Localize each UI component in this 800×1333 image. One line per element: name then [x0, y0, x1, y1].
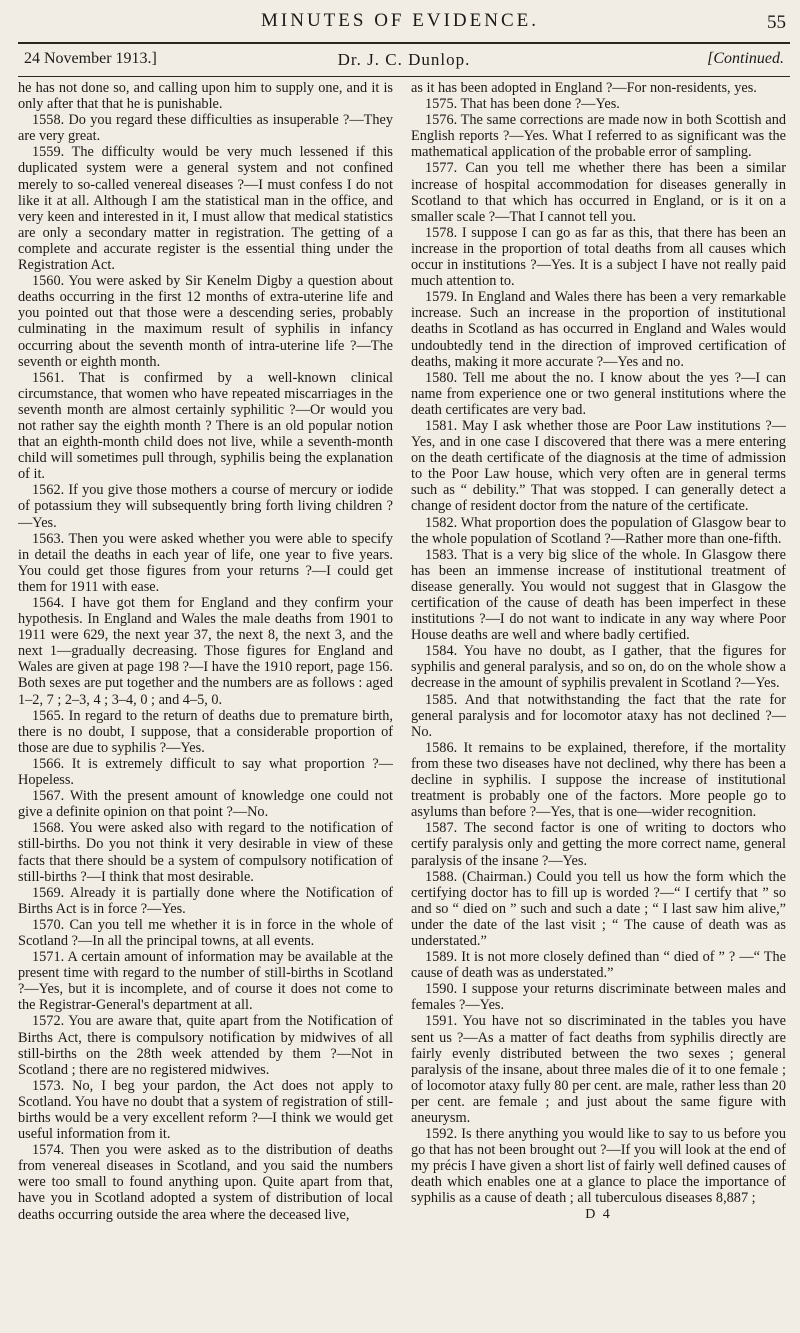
paragraph: 1585. And that notwithstanding the fact that the rate for general paralysis and for locomotor ataxy has not declined ?—No.	[411, 691, 786, 740]
paragraph: 1584. You have no doubt, as I gather, that the figures for syphilis and general paralysis, and so on, do on the whole show a decrease in the amount of syphilis prevalent in Scotland ?—Yes.	[411, 643, 786, 692]
paragraph: 1568. You were asked also with regard to the notification of still-births. Do you not think it very desirable in view of these facts that there should be a system of compulsory notification of still-births ?—I think that most desirable.	[18, 820, 393, 885]
paragraph: 1575. That has been done ?—Yes.	[425, 96, 620, 113]
running-title: MINUTES OF EVIDENCE.	[261, 10, 539, 31]
paragraph: 1579. In England and Wales there has been a very remarkable increase. Such an increase in the proportion of institutional deaths in Scotland as has occurred in England and Wales would undoubtedly tend in the direction of improved certification of deaths, making it more accurate ?—Yes and no.	[411, 289, 786, 370]
paragraph: as it has been adopted in England ?—For non-residents, yes.	[411, 80, 757, 96]
paragraph: 1566. It is extremely difficult to say what proportion ?—Hopeless.	[18, 755, 393, 789]
paragraph: 1590. I suppose your returns discriminate between males and females ?—Yes.	[411, 981, 786, 1014]
top-rule	[18, 42, 790, 44]
paragraph: 1563. Then you were asked whether you were able to specify in detail the deaths in each year of life, one year to five years. You could get those figures from your returns ?—I could get them for 1911 with ease.	[18, 530, 393, 595]
sub-header	[18, 48, 790, 74]
paragraph: he has not done so, and calling upon him to supply one, and it is only after that that he is punishable.	[18, 80, 393, 113]
paragraph: 1592. Is there anything you would like to say to us before you go that has not been brought out ?—If you will look at the end of my précis I have given a short list of fairly well defined causes of death which enables one at a glance to place the importance of syphilis as a cause of death ; all tuberculous diseases 8,887 ;	[411, 1126, 786, 1207]
paragraph: 1571. A certain amount of information may be available at the present time with regard to the number of still-births in Scotland ?—Yes, but it is incomplete, and of course it does not come to the Registrar-General's department at all.	[18, 949, 393, 1014]
paragraph: 1569. Already it is partially done where the Notification of Births Act is in force ?—Yes.	[18, 884, 393, 917]
paragraph: 1582. What proportion does the population of Glasgow bear to the whole population of Scotland ?—Rather more than one-fifth.	[411, 514, 786, 547]
paragraph: 1562. If you give those mothers a course of mercury or iodide of potassium they will subsequently bring forth living children ?—Yes.	[18, 482, 393, 531]
signature-mark: D 4	[585, 1206, 612, 1222]
left-column	[18, 80, 393, 1325]
paragraph: 1587. The second factor is one of writing to doctors who certify paralysis only and getting the more correct name, general paralysis of the insane ?—Yes.	[411, 820, 786, 869]
paragraph: 1564. I have got them for England and they confirm your hypothesis. In England and Wales the male deaths from 1901 to 1911 were 629, the next year 37, the next 8, the next 3, and the next 1—gradually decreasing. Those figures for England and Wales are given at page 198 ?—I have the 1910 report, page 156. Both sexes are put together and the numbers are as follows : aged 1–2, 7 ; 2–3, 4 ; 3–4, 0 ; and 4–5, 0.	[18, 595, 393, 708]
paragraph: 1591. You have not so discriminated in the tables you have sent us ?—As a matter of fact deaths from syphilis directly are fairly evenly distributed between the two sexes ; general paralysis of the insane, about three males die of it to one female ; of locomotor ataxy fully 80 per cent. are male, rather less than 20 per cent. are female ; and just about the same figure with aneurysm.	[411, 1013, 786, 1126]
paragraph: 1573. No, I beg your pardon, the Act does not apply to Scotland. You have no doubt that a system of registration of still-births would be a very excellent reform ?—I think we would get useful information from it.	[18, 1077, 393, 1143]
paragraph: 1570. Can you tell me whether it is in force in the whole of Scotland ?—In all the principal towns, at all events.	[18, 916, 393, 949]
witness-name: Dr. J. C. Dunlop.	[337, 50, 471, 69]
paragraph: 1586. It remains to be explained, therefore, if the mortality from these two diseases have not declined, why there has been a decline in syphilis. I suppose the increase of institutional treatment is probably one of the factors. More people go to asylums than before ?—Yes, that is one—wider recognition.	[411, 739, 786, 821]
paragraph: 1559. The difficulty would be very much lessened if this duplicated system were a general system and not confined merely to so-called venereal diseases ?—I must confess I do not like it at all. Although I am the statistical man in the office, and very keen and interested in it, I must allow that medical statistics are only a secondary matter in registration. The getting of a complete and accurate register is the essential thing under the Registration Act.	[18, 144, 393, 274]
paragraph: 1567. With the present amount of knowledge one could not give a definite opinion on that point ?—No.	[18, 788, 393, 821]
paragraph: 1588. (Chairman.) Could you tell us how the form which the certifying doctor has to fill up is worded ?—“ I certify that ” so and so “ died on ” such and such a date ; “ I last saw him alive,” under the date of the last visit ; “ The cause of death was as understated.”	[411, 868, 786, 949]
paragraph: 1578. I suppose I can go as far as this, that there has been an increase in the proportion of total deaths from all causes which occur in institutions ?—Yes. It is a subject I have not really paid much attention to.	[411, 224, 786, 290]
paragraph: 1558. Do you regard these difficulties as insuperable ?—They are very great.	[18, 112, 393, 145]
paragraph: 1589. It is not more closely defined than “ died of ” ? —“ The cause of death was as understated.”	[411, 949, 786, 982]
session-date: 24 November 1913.]	[24, 50, 157, 67]
paragraph: 1581. May I ask whether those are Poor Law institutions ?—Yes, and in one case I discovered that there was a mere entering on the death certificate of the diagnosis at the time of admission to the Poor Law house, which very often are in general terms such as “ debility.” That was stopped. I can generally detect a change of resident doctor from the nature of the certificate.	[411, 417, 786, 515]
sub-rule	[18, 76, 790, 77]
continued-label: [Continued.	[707, 50, 784, 67]
paragraph: 1574. Then you were asked as to the distribution of deaths from venereal diseases in Scotland, and you said the numbers were too small to found anything upon. Quite apart from that, have you in Scotland adopted a system of distribution of local deaths occurring outside the area where the deceased live,	[18, 1142, 393, 1223]
paragraph: 1572. You are aware that, quite apart from the Notification of Births Act, there is compulsory notification by midwives of all still-births on the 28th week attended by them ?—Not in Scotland ; there are no registered midwives.	[18, 1013, 393, 1078]
paragraph: 1577. Can you tell me whether there has been a similar increase of hospital accommodation for diseases generally in Scotland to that which has occurred in England, or is it on a smaller scale ?—That I cannot tell you.	[411, 160, 786, 225]
paragraph: 1560. You were asked by Sir Kenelm Digby a question about deaths occurring in the first 12 months of extra-uterine life and you pointed out that those were a descending series, probably culminating in the maximum result of syphilis in infancy occurring about the seventh month of intra-uterine life ?—The seventh or eighth month.	[18, 273, 393, 370]
paragraph: 1565. In regard to the return of deaths due to premature birth, there is no doubt, I suppose, that a considerable proportion of those are due to syphilis ?—Yes.	[18, 707, 393, 756]
page-number: 55	[767, 12, 786, 33]
paragraph: 1576. The same corrections are made now in both Scottish and English reports ?—Yes. What I referred to as significant was the mathematical application of the probable error of sampling.	[411, 112, 786, 161]
right-column	[411, 80, 786, 1325]
paragraph: 1583. That is a very big slice of the whole. In Glasgow there has been an immense increase of institutional treatment of disease generally. You would not suggest that in Glasgow the certification of the cause of death has been imperfect in these institutions ?—I do not want to indicate in any way where Poor House deaths are well and where badly certified.	[411, 546, 786, 644]
paragraph: 1580. Tell me about the no. I know about the yes ?—I can name from experience one or two general institutions where the death certificates are very bad.	[411, 369, 786, 418]
paragraph: 1561. That is confirmed by a well-known clinical circumstance, that women who have repeated miscarriages in the seventh month are almost certainly syphilitic ?—Or would you not rather say the eighth month ? There is an old popular notion that an eighth-month child does not live, while a seventh-month child will sometimes pull through, syphilis being the explanation of it.	[18, 369, 393, 483]
